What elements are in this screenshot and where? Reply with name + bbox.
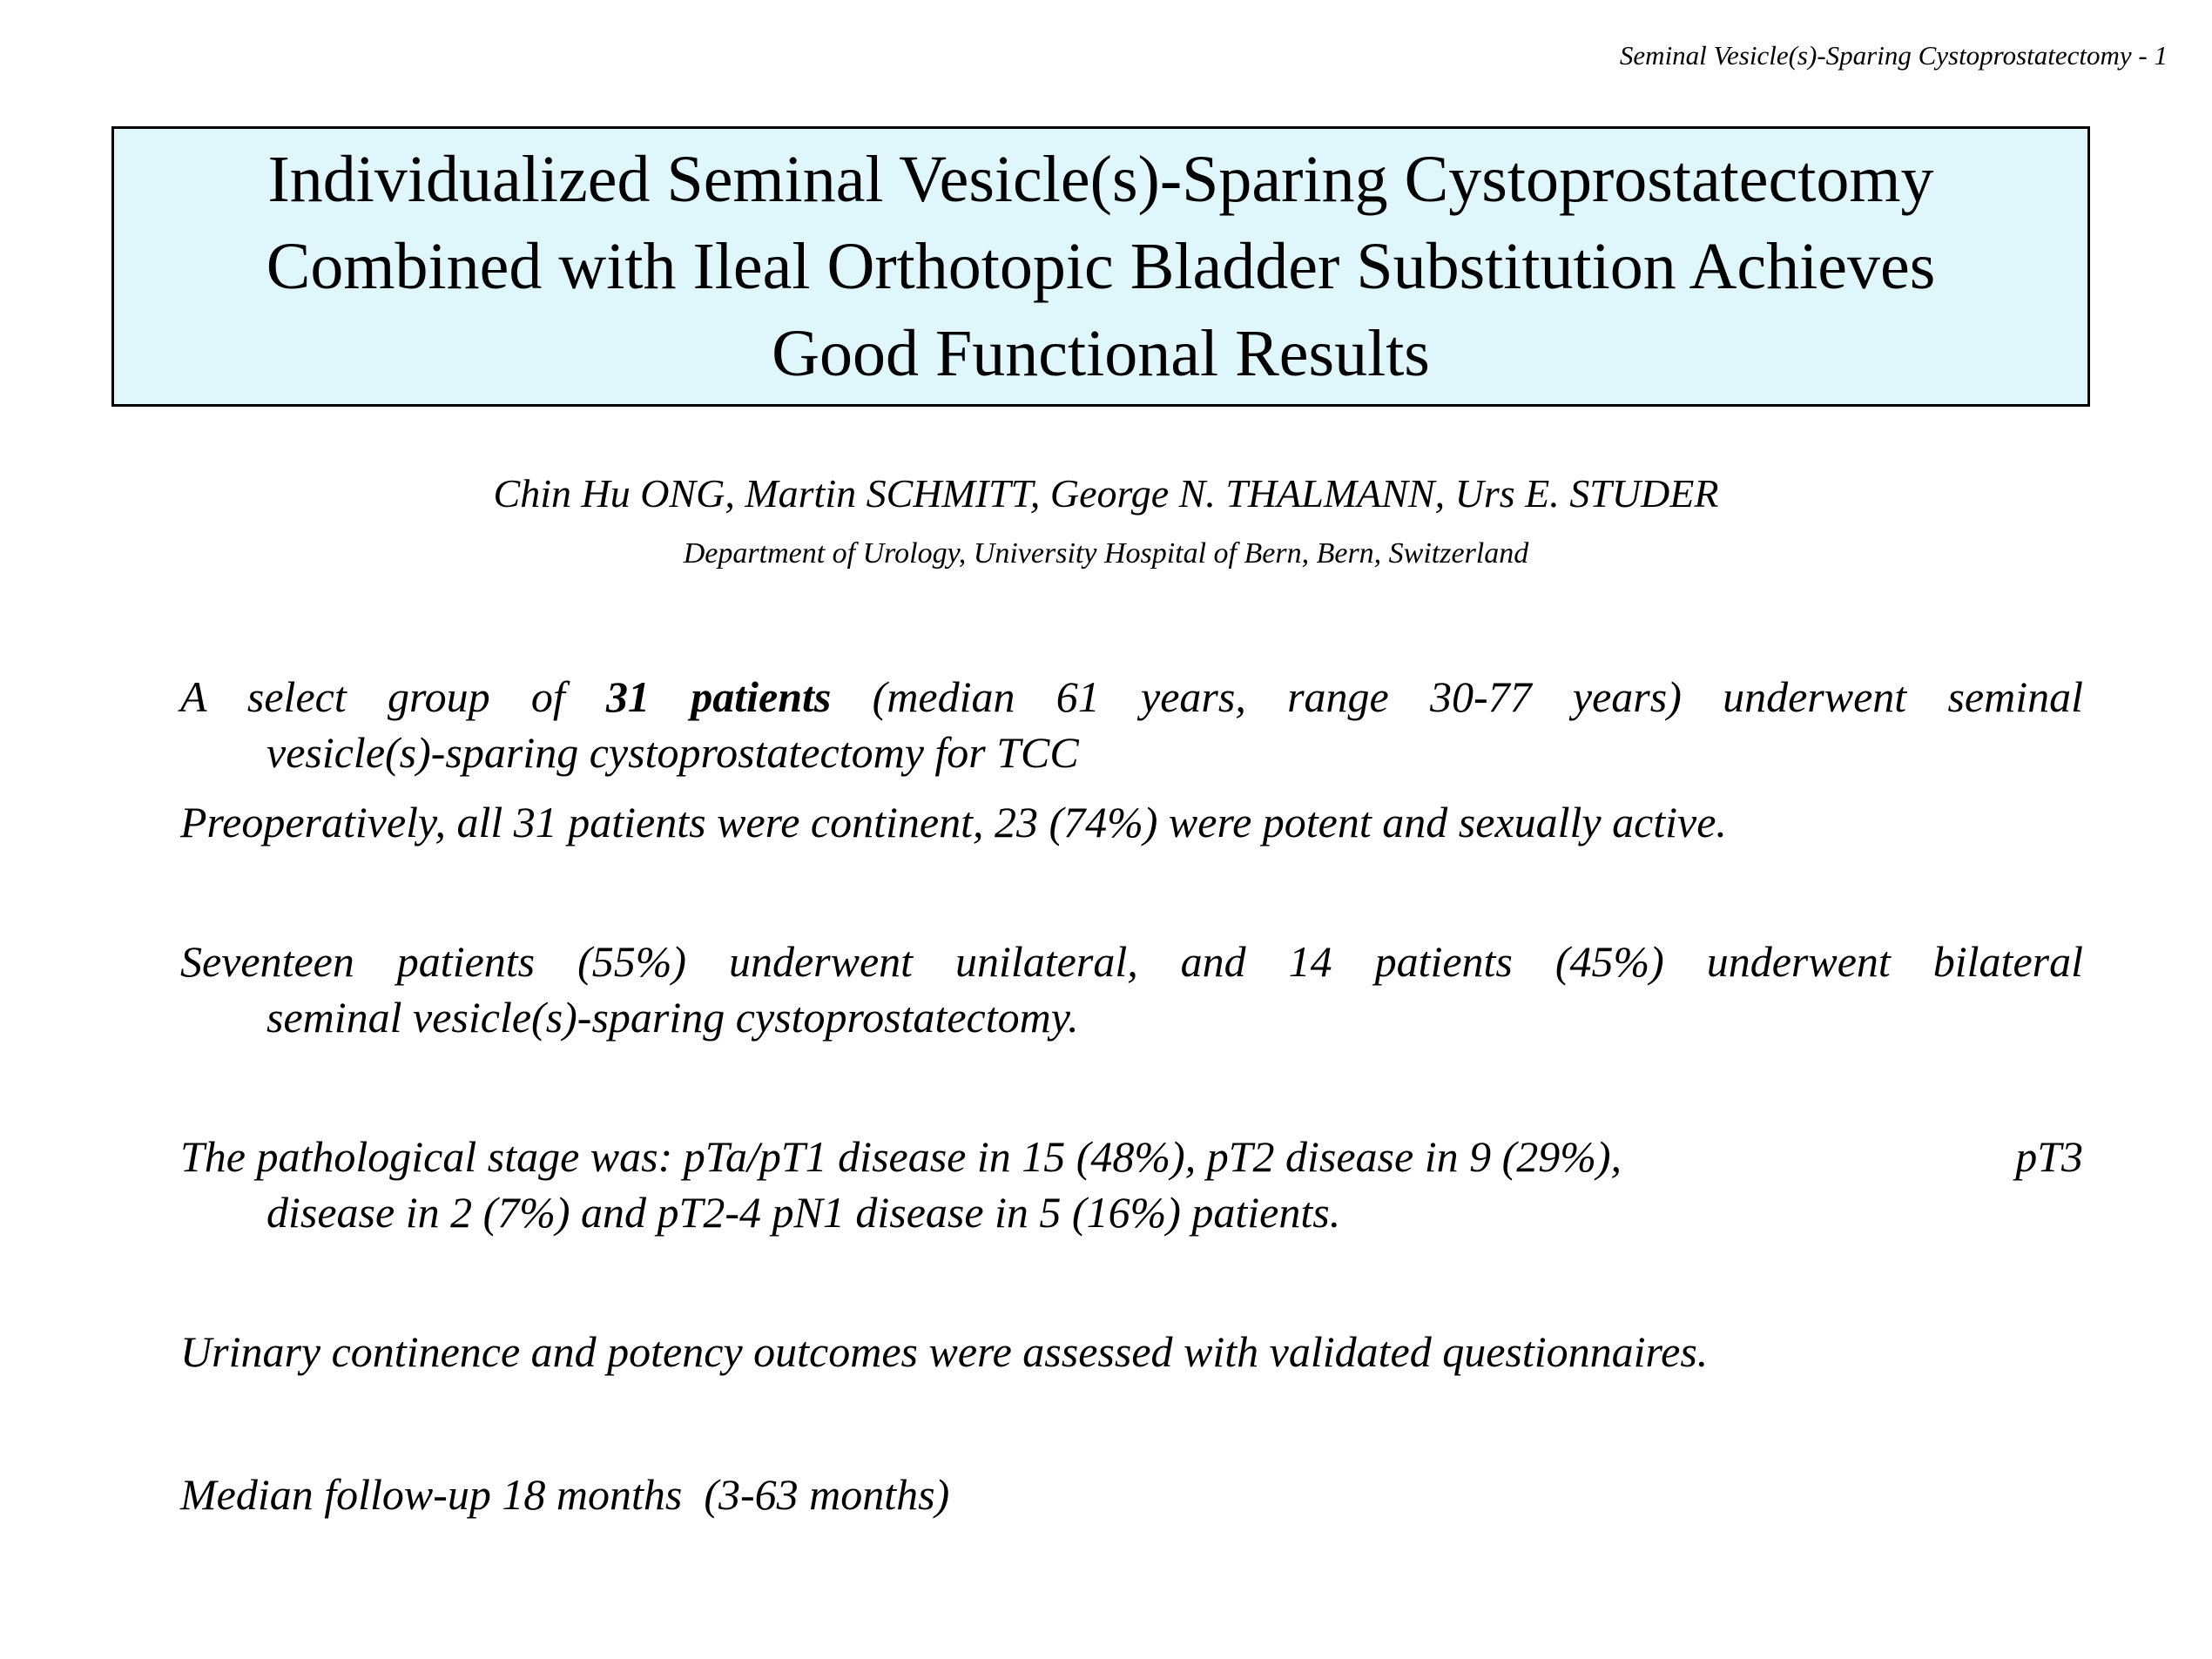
paragraph-pathological-stage-line-2: disease in 2 (7%) and pT2-4 pN1 disease in 5 (16%) patients.: [266, 1188, 1341, 1237]
text-segment-stage-right: pT3: [2015, 1132, 2083, 1181]
text-segment-stage-left: The pathological stage was: pTa/pT1 disease in 15 (48%), pT2 disease in 9 (29%),: [180, 1132, 1622, 1181]
emphasis-31-patients: 31 patients: [606, 672, 832, 721]
title-line-3: Good Functional Results: [772, 317, 1430, 390]
title-line-2: Combined with Ileal Orthotopic Bladder Substitution Achieves: [266, 230, 1936, 303]
authors-line: Chin Hu ONG, Martin SCHMITT, George N. THALMANN, Urs E. STUDER: [493, 471, 1719, 516]
running-header-label: Seminal Vesicle(s)-Sparing Cystoprostatectomy - 1: [1619, 40, 2168, 71]
paragraph-unilateral-bilateral-line-1: Seventeen patients (55%) underwent unilateral, and 14 patients (45%) underwent bilateral: [180, 937, 2083, 986]
paragraph-patient-group-line-1: [180, 669, 2083, 725]
paragraph-questionnaires-line-1: Urinary continence and potency outcomes were assessed with validated questionnaires.: [180, 1327, 1709, 1376]
paragraph-pathological-stage-line-1: [180, 1129, 2083, 1184]
title-line-1: Individualized Seminal Vesicle(s)-Sparing Cystoprostatectomy: [267, 143, 1934, 216]
paragraph-patient-group-line-2: vesicle(s)-sparing cystoprostatectomy for TCC: [266, 728, 1079, 777]
paragraph-patient-group: [180, 669, 2083, 780]
abstract-body: [180, 0, 2083, 1659]
paragraph-preoperative-status-line-1: Preoperatively, all 31 patients were continent, 23 (74%) were potent and sexually active.: [180, 798, 1727, 846]
paragraph-unilateral-bilateral: [180, 934, 2083, 1045]
text-segment-rest: (median 61 years, range 30-77 years) underwent seminal: [831, 672, 2084, 721]
paragraph-follow-up: [180, 1467, 2083, 1522]
paragraph-follow-up-line-1: Median follow-up 18 months (3-63 months): [180, 1470, 950, 1519]
paragraph-unilateral-bilateral-line-2: seminal vesicle(s)-sparing cystoprostatectomy.: [266, 993, 1079, 1042]
affiliation-line: Department of Urology, University Hospital of Bern, Bern, Switzerland: [683, 537, 1529, 570]
paragraph-questionnaires: [180, 1324, 2083, 1379]
text-segment-lead: A select group of: [180, 672, 606, 721]
paragraph-pathological-stage: [180, 1129, 2083, 1240]
paragraph-preoperative-status: [180, 794, 2083, 850]
